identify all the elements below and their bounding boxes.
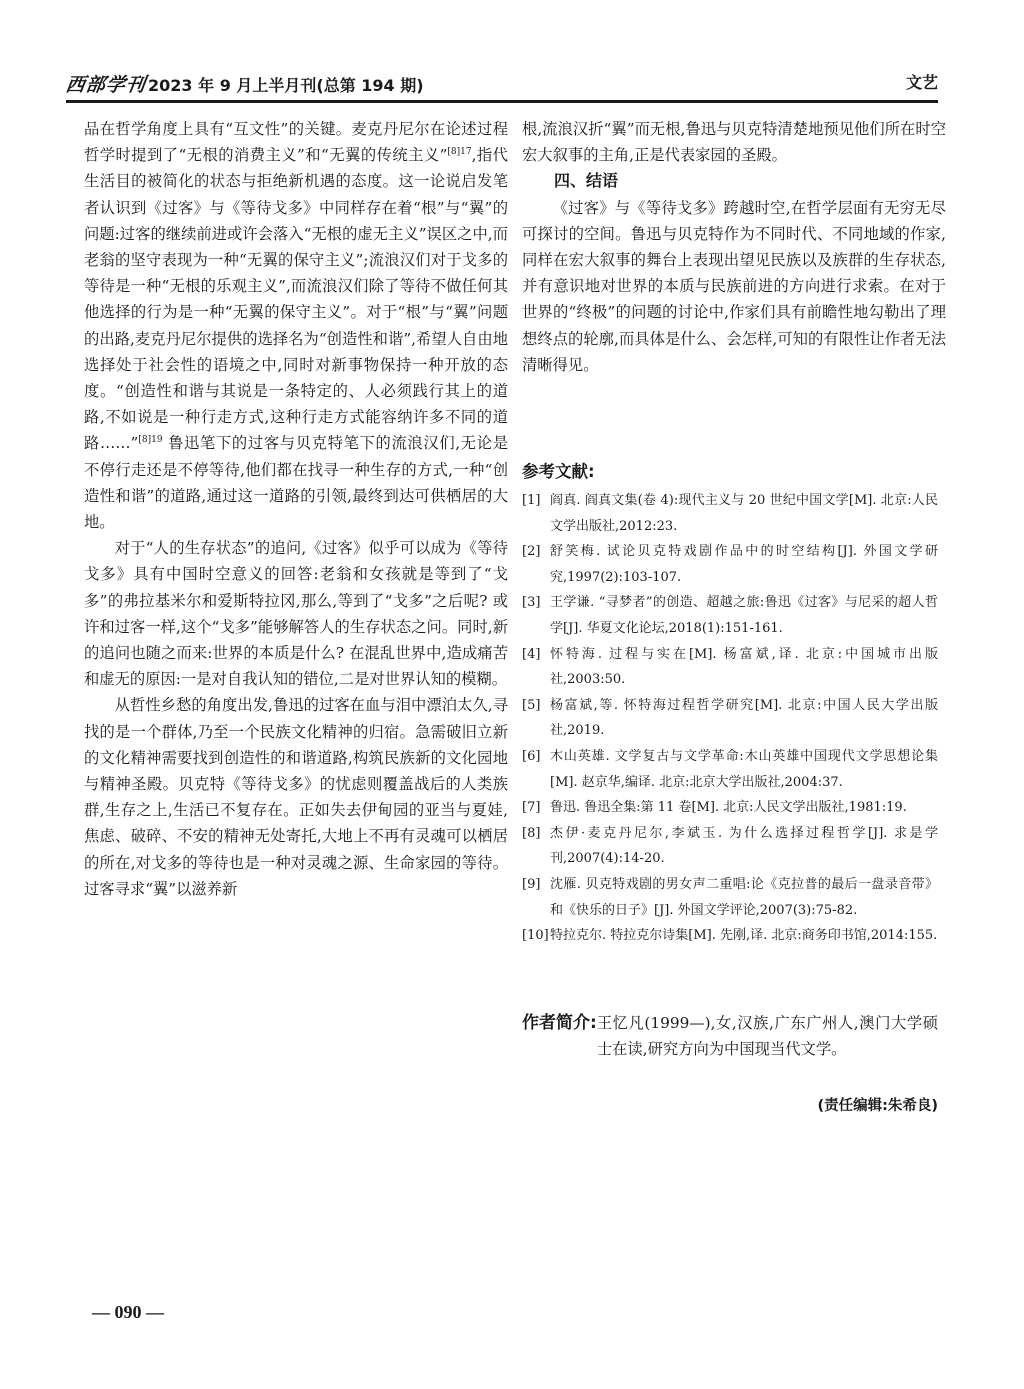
reference-item bbox=[522, 744, 938, 795]
section-tag: 文艺 bbox=[905, 73, 938, 92]
reference-number: [5] bbox=[522, 697, 541, 713]
citation-marker: [8]19 bbox=[138, 435, 163, 446]
reference-number: [9] bbox=[522, 876, 541, 892]
reference-item bbox=[522, 693, 938, 744]
responsible-editor: (责任编辑:朱希良) bbox=[817, 1098, 938, 1114]
reference-text: 鲁迅. 鲁迅全集:第 11 卷[M]. 北京:人民文学出版社,1981:19. bbox=[550, 800, 907, 816]
reference-item bbox=[522, 590, 938, 641]
reference-item bbox=[522, 795, 938, 821]
reference-item bbox=[522, 923, 938, 949]
references-title: 参考文献: bbox=[522, 462, 595, 481]
body-paragraph: 根,流浪汉折“翼”而无根,鲁迅与贝克特清楚地预见他们所在时空宏大叙事的主角,正是代表家园的圣殿。 bbox=[522, 120, 946, 165]
paragraph-text: ,指代生活目的被简化的状态与拒绝新机遇的态度。这一论说启发笔者认识到《过客》与《等待戈多》中同样存在着“根”与“翼”的问题:过客的继续前进或许会落入“无根的虚无主义”误区之中,而老翁的坚守表现为一种“无翼的保守主义”;流浪汉们对于戈多的等待是一种“无根的乐观主义”,而流浪汉们除了等待不做任何其他选择的行为是一种“无翼的保守主义”。对于“根”与“翼”问题的出路,麦克丹尼尔提供的选择名为“创造性和谐”,希望人自由地选择处于社会性的语境之中,同时对新事物保持一种开放的态度。“创造性和谐与其说是一条特定的、人必须践行其上的道路,不如说是一种行走方式,这种行走方式能容纳许多不同的道路……” bbox=[84, 146, 508, 453]
reference-item bbox=[522, 642, 938, 693]
paragraph-text: 品在哲学角度上具有“互文性”的关键。麦克丹尼尔在论述过程哲学时提到了“无根的消费主义”和“无翼的传统主义” bbox=[84, 120, 508, 165]
journal-masthead: 西部学刊 bbox=[64, 74, 148, 96]
reference-item bbox=[522, 872, 938, 923]
reference-text: 王学谦. “寻梦者”的创造、超越之旅:鲁迅《过客》与尼采的超人哲学[J]. 华夏文化论坛,2018(1):151-161. bbox=[550, 595, 938, 636]
reference-text: 特拉克尔. 特拉克尔诗集[M]. 先刚,译. 北京:商务印书馆,2014:155. bbox=[550, 928, 938, 944]
reference-text: 怀特海. 过程与实在[M]. 杨富斌,译. 北京:中国城市出版社,2003:50. bbox=[550, 646, 938, 688]
page-number: — 090 — bbox=[92, 1302, 164, 1322]
header-left bbox=[66, 70, 424, 97]
paragraph-text: 鲁迅笔下的过客与贝克特笔下的流浪汉们,无论是不停行走还是不停等待,他们都在找寻一种生存的方式,一种“创造性和谐”的道路,通过这一道路的引领,最终到达可供栖居的大地。 bbox=[84, 434, 508, 532]
reference-text: 阎真. 阎真文集(卷 4):现代主义与 20 世纪中国文学[M]. 北京:人民文学出版社,2012:23. bbox=[550, 493, 938, 534]
citation-marker: [8]17 bbox=[447, 147, 472, 158]
author-bio-label: 作者简介: bbox=[522, 1013, 597, 1033]
left-column bbox=[84, 116, 508, 902]
reference-text: 沈雁. 贝克特戏剧的男女声二重唱:论《克拉普的最后一盘录音带》和《快乐的日子》[J]. 外国文学评论,2007(3):75-82. bbox=[550, 876, 938, 918]
reference-number: [1] bbox=[522, 493, 541, 508]
reference-item bbox=[522, 488, 938, 539]
reference-number: [4] bbox=[522, 646, 541, 662]
author-bio-text: 王忆凡(1999—),女,汉族,广东广州人,澳门大学硕士在读,研究方向为中国现当代文学。 bbox=[596, 1014, 938, 1059]
body-paragraph: 对于“人的生存状态”的追问,《过客》似乎可以成为《等待戈多》具有中国时空意义的回答:老翁和女孩就是等到了“戈多”的弗拉基米尔和爱斯特拉冈,那么,等到了“戈多”之后呢? 或许和过客一样,这个“戈多”能够解答人的生存状态之问。同时,新的追问也随之而来:世界的本质是什么? 在混乱世界中,造成痛苦和虚无的原因:一是对自我认知的错位,二是对世界认知的模糊。 bbox=[84, 539, 508, 689]
conclusion-paragraph: 《过客》与《等待戈多》跨越时空,在哲学层面有无穷无尽可探讨的空间。鲁迅与贝克特作为不同时代、不同地域的作家,同样在宏大叙事的舞台上表现出望见民族以及族群的生存状态,并有意识地对世界的本质与民族前进的方向进行求索。在对于世界的“终极”的问题的讨论中,作家们具有前瞻性地勾勒出了理想终点的轮廓,而具体是什么、会怎样,可知的有限性让作者无法清晰得见。 bbox=[522, 198, 946, 374]
reference-number: [8] bbox=[522, 825, 541, 841]
body-paragraph: 从哲性乡愁的角度出发,鲁迅的过客在血与泪中漂泊太久,寻找的是一个群体,乃至一个民族文化精神的归宿。急需破旧立新的文化精神需要找到创造性的和谐道路,构筑民族新的文化园地与精神圣殿。贝克特《等待戈多》的忧虑则覆盖战后的人类族群,生存之上,生活已不复存在。正如失去伊甸园的亚当与夏娃,焦虑、破碎、不安的精神无处寄托,大地上不再有灵魂可以栖居的所在,对戈多的等待也是一种对灵魂之源、生命家园的等待。过客寻求“翼”以滋养新 bbox=[84, 696, 508, 898]
reference-text: 木山英雄. 文学复古与文学革命:木山英雄中国现代文学思想论集[M]. 赵京华,编译. 北京:北京大学出版社,2004:37. bbox=[550, 748, 938, 790]
page-header bbox=[66, 64, 938, 103]
reference-text: 杨富斌,等. 怀特海过程哲学研究[M]. 北京:中国人民大学出版社,2019. bbox=[550, 697, 938, 739]
references-list bbox=[522, 488, 938, 949]
reference-item bbox=[522, 539, 938, 590]
reference-text: 杰伊·麦克丹尼尔,李斌玉. 为什么选择过程哲学[J]. 求是学刊,2007(4):14-20. bbox=[550, 825, 938, 867]
author-bio bbox=[522, 1010, 938, 1062]
issue-info: 2023 年 9 月上半月刊(总第 194 期) bbox=[148, 76, 424, 95]
section-heading: 四、结语 bbox=[554, 171, 619, 191]
reference-number: [3] bbox=[522, 595, 541, 611]
reference-number: [2] bbox=[522, 544, 541, 560]
reference-item bbox=[522, 821, 938, 872]
right-column bbox=[522, 116, 946, 378]
body-paragraph bbox=[84, 116, 508, 535]
reference-text: 舒笑梅. 试论贝克特戏剧作品中的时空结构[J]. 外国文学研究,1997(2):103-107. bbox=[550, 544, 938, 585]
reference-number: [10] bbox=[522, 928, 549, 944]
reference-number: [6] bbox=[522, 748, 541, 764]
reference-number: [7] bbox=[522, 800, 541, 816]
